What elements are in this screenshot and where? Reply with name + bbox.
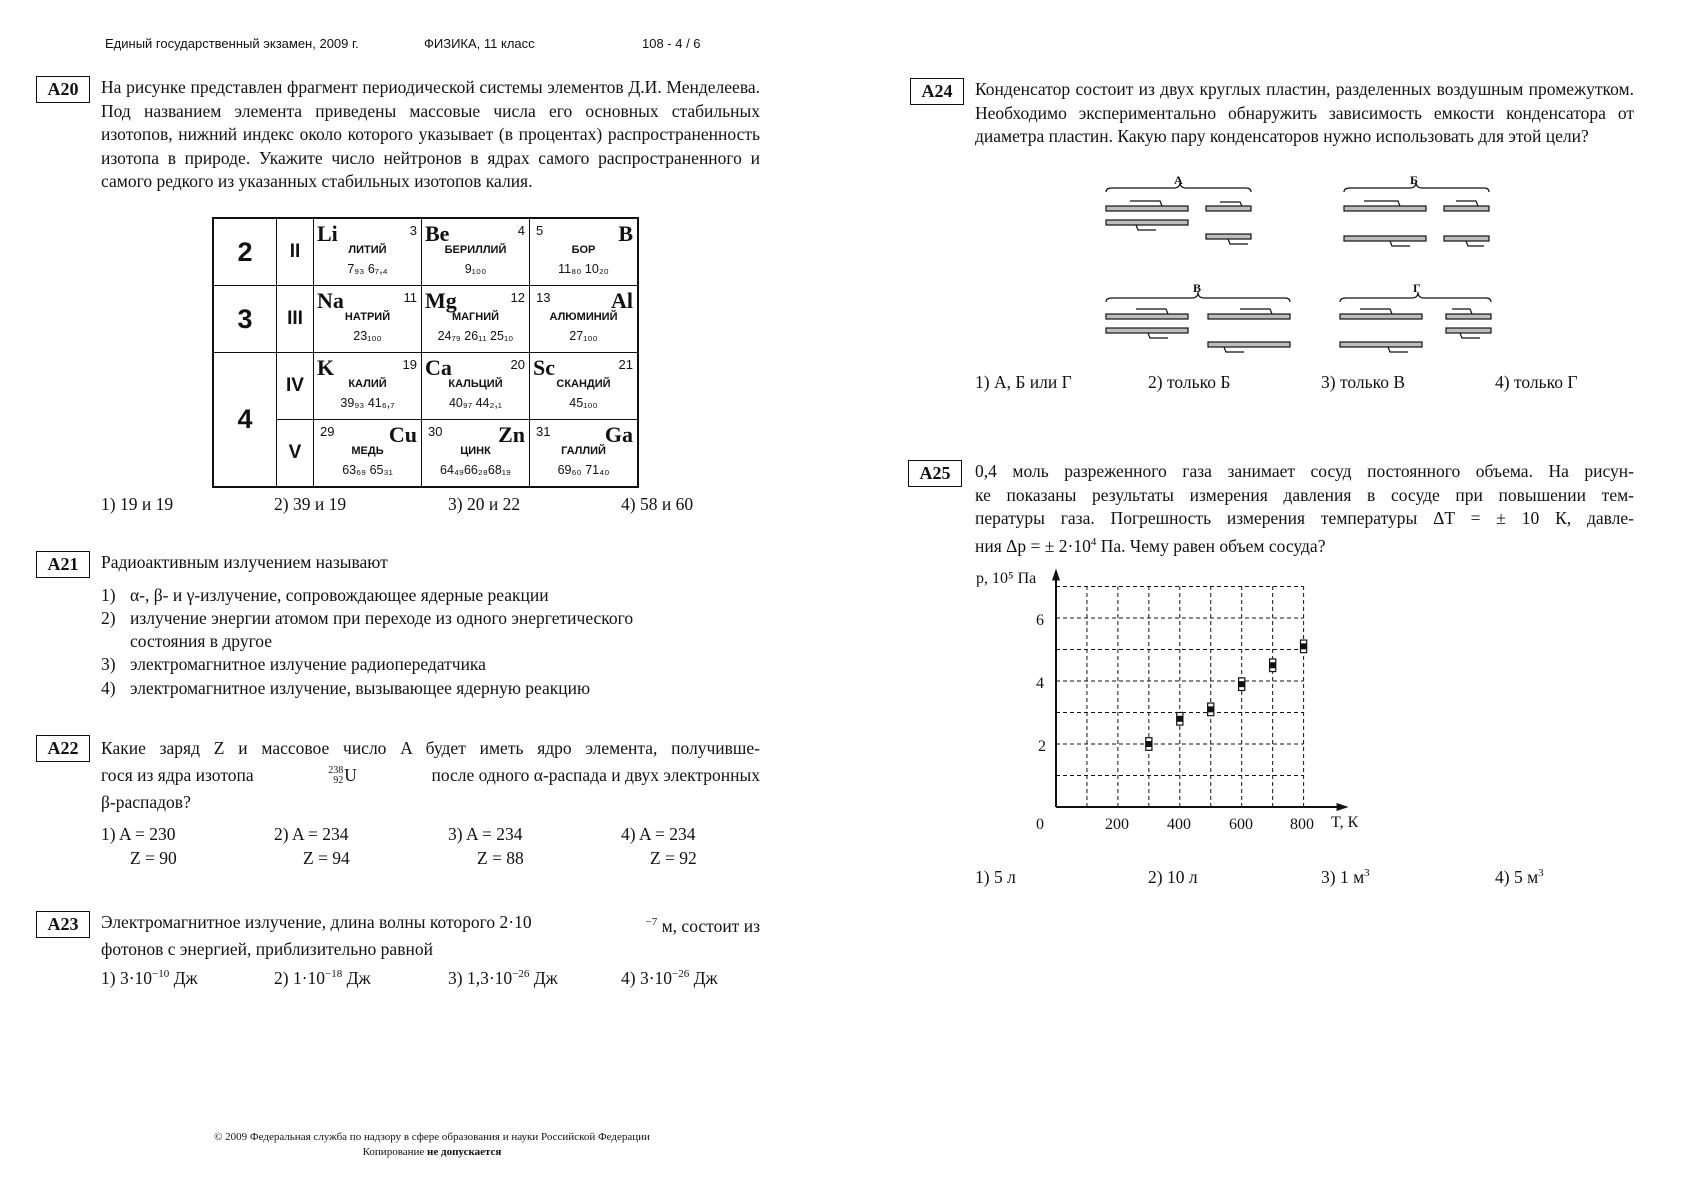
question-number-a25: А25 xyxy=(908,460,962,487)
x-axis-arrow xyxy=(1337,803,1349,811)
a23-option-3[interactable]: 3) $1,3\cdot 10^{-26}$ Дж xyxy=(448,968,558,988)
element-sc: Sc 21 СКАНДИЙ 45₁₀₀ xyxy=(530,353,639,420)
a25-option-2[interactable]: 2) 10 л xyxy=(1148,867,1198,887)
header-page: 108 - 4 / 6 xyxy=(642,36,701,51)
period-2: 2 xyxy=(213,218,277,286)
a22-option-3[interactable]: 3) A = 234 Z = 88 xyxy=(448,824,524,868)
data-point xyxy=(1301,643,1307,649)
a20-option-1[interactable]: 1) 19 и 19 xyxy=(101,494,174,514)
a24-option-4[interactable]: 4) только Г xyxy=(1495,372,1578,392)
question-number-a20: А20 xyxy=(36,76,90,103)
x-tick-label: 200 xyxy=(1105,816,1129,833)
capacitor-label-g: Г xyxy=(1413,281,1421,295)
a21-option-4[interactable]: 4) электромагнитное излучение, вызывающее ядерную реакцию xyxy=(101,678,591,698)
period-4: 4 xyxy=(213,353,277,488)
capacitor-diagrams xyxy=(1100,174,1520,354)
data-point xyxy=(1208,706,1214,712)
y-tick-label: 2 xyxy=(1038,738,1046,755)
a22-option-2[interactable]: 2) A = 234 Z = 94 xyxy=(274,824,350,868)
a24-option-2[interactable]: 2) только Б xyxy=(1148,372,1231,392)
element-ca: Ca 20 КАЛЬЦИЙ 40₉₇ 44₂,₁ xyxy=(422,353,530,420)
data-point xyxy=(1239,681,1245,687)
a20-option-4[interactable]: 4) 58 и 60 xyxy=(621,494,694,514)
a21-option-2[interactable]: 2) излучение энергии атомом при переходе из одного энергетического xyxy=(101,608,634,628)
a24-option-1[interactable]: 1) А, Б или Г xyxy=(975,372,1072,392)
element-al: 13 Al АЛЮМИНИЙ 27₁₀₀ xyxy=(530,286,639,353)
footer-notice: Копирование не допускается xyxy=(362,1146,502,1158)
isotope-u238: 238 92 U xyxy=(328,764,357,786)
a22-option-4[interactable]: 4) A = 234 Z = 92 xyxy=(621,824,697,868)
y-axis-arrow xyxy=(1052,569,1060,581)
question-number-a22: А22 xyxy=(36,735,90,762)
y-tick-label: 6 xyxy=(1036,612,1044,629)
origin-label: 0 xyxy=(1036,816,1044,833)
question-number-a24: А24 xyxy=(910,78,964,105)
element-mg: Mg 12 МАГНИЙ 24₇₉ 26₁₁ 25₁₀ xyxy=(422,286,530,353)
element-k: K 19 КАЛИЙ 39₉₃ 41₆,₇ xyxy=(314,353,422,420)
element-b: 5 B БОР 11₈₀ 10₂₀ xyxy=(530,218,639,286)
element-na: Na 11 НАТРИЙ 23₁₀₀ xyxy=(314,286,422,353)
x-tick-label: 400 xyxy=(1167,816,1191,833)
data-point xyxy=(1270,662,1276,668)
a25-option-4[interactable]: 4) 5 $м^3$ xyxy=(1495,867,1544,887)
a21-option-3[interactable]: 3) электромагнитное излучение радиопередатчика xyxy=(101,654,486,674)
element-ga: 31 Ga ГАЛЛИЙ 69₆₀ 71₄₀ xyxy=(530,420,639,488)
periodic-table-fragment xyxy=(212,217,639,488)
question-text-a23: Электромагнитное излучение, длина волны которого 2·10 $^{-7}$ м, состоит из фотонов с энергией, приблизительно равной xyxy=(101,912,760,960)
x-axis-label: T, К xyxy=(1331,814,1359,831)
a23-option-1[interactable]: 1) $3\cdot 10^{-10}$ Дж xyxy=(101,968,198,988)
footer-copyright: © 2009 Федеральная служба по надзору в сфере образования и науки Российской Федерации xyxy=(214,1131,650,1143)
question-text-a22: Какие заряд Z и массовое число A будет иметь ядро элемента, получивше- гося из ядра изотопа 238 92 U после одного α-распада и двух электронных β-распадов? xyxy=(101,738,760,812)
a21-option-1[interactable]: 1) α-, β- и γ-излучение, сопровождающее ядерные реакции xyxy=(101,585,549,605)
a25-option-3[interactable]: 3) 1 $м^3$ xyxy=(1321,867,1370,887)
element-cu: 29 Cu МЕДЬ 63₆₉ 65₃₁ xyxy=(314,420,422,488)
data-point xyxy=(1146,741,1152,747)
capacitor-label-a: А xyxy=(1174,173,1183,187)
row-iii: III xyxy=(277,286,314,353)
period-3: 3 xyxy=(213,286,277,353)
question-number-a21: А21 xyxy=(36,551,90,578)
x-tick-label: 600 xyxy=(1229,816,1253,833)
element-be: Be 4 БЕРИЛЛИЙ 9₁₀₀ xyxy=(422,218,530,286)
a20-option-2[interactable]: 2) 39 и 19 xyxy=(274,494,347,514)
a25-option-1[interactable]: 1) 5 л xyxy=(975,867,1016,887)
header-exam: Единый государственный экзамен, 2009 г. xyxy=(105,36,359,51)
a23-option-4[interactable]: 4) $3\cdot 10^{-26}$ Дж xyxy=(621,968,718,988)
question-text-a21: Радиоактивным излучением называют xyxy=(101,552,388,572)
a24-option-3[interactable]: 3) только В xyxy=(1321,372,1406,392)
a22-option-1[interactable]: 1) A = 230 Z = 90 xyxy=(101,824,177,868)
element-li: Li 3 ЛИТИЙ 7₉₃ 6₇,₄ xyxy=(314,218,422,286)
data-point xyxy=(1177,716,1183,722)
header-subject: ФИЗИКА, 11 класс xyxy=(424,36,535,51)
pressure-temperature-chart xyxy=(1040,560,1370,820)
row-iv: IV xyxy=(277,353,314,420)
a20-option-3[interactable]: 3) 20 и 22 xyxy=(448,494,521,514)
y-axis-label: p, 10⁵ Па xyxy=(976,570,1037,587)
question-text-a24: Конденсатор состоит из двух круглых пластин, разделенных воздушным промежутком. Необходимо экспериментально обнаружить зависимость емкости конденсатора от диаметра пластин. Какую пару конденсаторов нужно использовать для этой цели? xyxy=(975,79,1634,146)
a21-option-2-cont: состояния в другое xyxy=(130,631,273,651)
row-v: V xyxy=(277,420,314,488)
y-tick-label: 4 xyxy=(1036,675,1044,692)
question-number-a23: А23 xyxy=(36,911,90,938)
question-text-a25: 0,4 моль разреженного газа занимает сосуд постоянного объема. На рисун- ке показаны результаты измерения давления в сосуде при повышении тем- пературы газа. Погрешность измерения температуры ΔT = ± 10 К, давле- ния Δp = ± $2\cdot 10^4$ Па. Чему равен объем сосуда? xyxy=(975,461,1634,556)
capacitor-label-v: В xyxy=(1193,281,1202,295)
x-tick-label: 800 xyxy=(1290,816,1314,833)
a23-option-2[interactable]: 2) $1\cdot 10^{-18}$ Дж xyxy=(274,968,371,988)
element-zn: 30 Zn ЦИНК 64₄₉66₂₈68₁₉ xyxy=(422,420,530,488)
row-ii: II xyxy=(277,218,314,286)
capacitor-label-b: Б xyxy=(1410,173,1418,187)
question-text-a20: На рисунке представлен фрагмент периодической системы элементов Д.И. Менделеева. Под названием элемента приведены массовые числа его основных стабильных изотопов, нижний индекс около которого указывает (в процентах) распространенность изотопа в природе. Укажите число нейтронов в ядрах самого распространенного и самого редкого из указанных стабильных изотопов калия. xyxy=(101,77,760,191)
